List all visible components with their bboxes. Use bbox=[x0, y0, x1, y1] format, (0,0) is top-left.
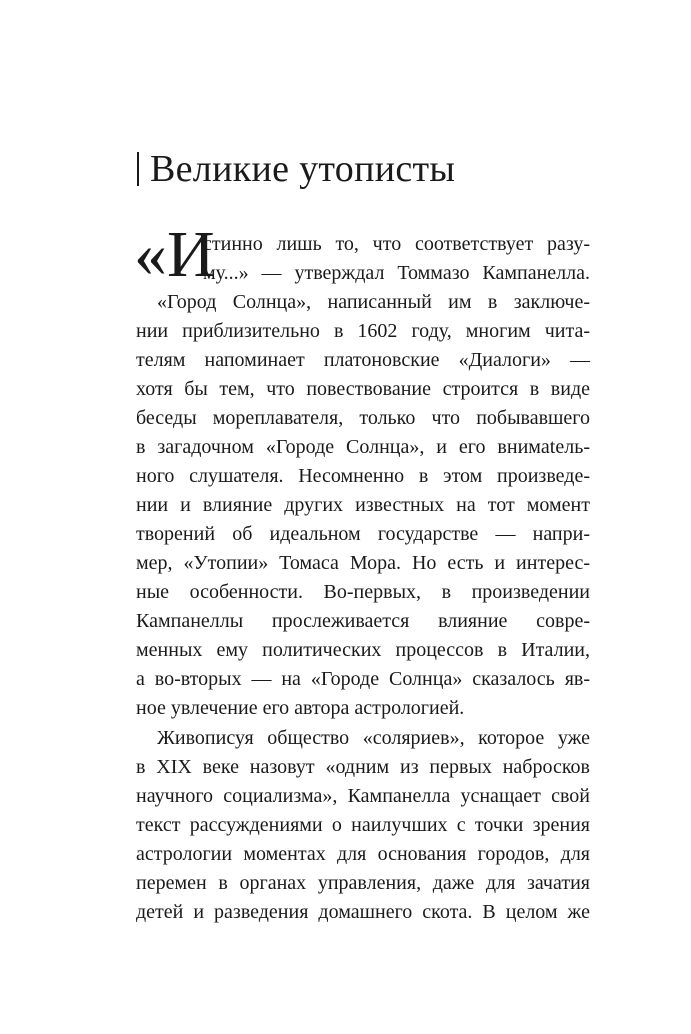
text-line: Кампанеллы прослеживается влияние совре- bbox=[136, 610, 590, 632]
text-line: в загадочном «Городе Солнца», и его внимatель- bbox=[136, 436, 590, 458]
text-line: перемен в органах управления, даже для зачатия bbox=[136, 872, 590, 894]
text-line: Живописуя общество «соляриев», которое уже bbox=[157, 727, 590, 749]
text-line: менных ему политических процессов в Италии, bbox=[136, 639, 590, 661]
text-line: нии и влияние других известных на тот момент bbox=[136, 494, 590, 516]
text-line: телям напоминает платоновские «Диалоги» — bbox=[136, 349, 590, 371]
text-line: стинно лишь то, что соответствует разу- bbox=[203, 233, 590, 255]
text-line: астрологии моментах для основания городов, для bbox=[136, 843, 590, 865]
chapter-title: Великие утописты bbox=[150, 148, 456, 190]
text-line: ного слушателя. Несомненно в этом произведе- bbox=[136, 465, 590, 487]
text-line: му...» — утверждал Томмазо Кампанелла. bbox=[203, 262, 590, 284]
text-line: беседы мореплавателя, только что побывавшего bbox=[136, 407, 590, 429]
text-line: текст рассуждениями о наилучших с точки зрения bbox=[136, 814, 590, 836]
drop-cap-lines bbox=[203, 230, 590, 288]
text-line: ные особенности. Во-первых, в произведении bbox=[136, 581, 590, 603]
text-line: хотя бы тем, что повествование строится в виде bbox=[136, 378, 590, 400]
text-line: творений об идеальном государстве — напри- bbox=[136, 523, 590, 545]
text-line: а во-вторых — на «Городе Солнца» сказалось яв- bbox=[136, 668, 590, 690]
drop-cap: «И bbox=[134, 218, 215, 291]
text-line: «Город Солнца», написанный им в заключе- bbox=[157, 291, 590, 313]
paragraph-2 bbox=[136, 724, 590, 927]
text-line: мер, «Утопии» Томаса Мора. Но есть и интерес- bbox=[136, 552, 590, 574]
text-line: в XIX веке назовут «одним из первых набросков bbox=[136, 756, 590, 778]
text-line: нии приблизительно в 1602 году, многим чита- bbox=[136, 320, 590, 342]
text-line: научного социализма», Кампанелла уснащает свой bbox=[136, 785, 590, 807]
text-line: детей и разведения домашнего скота. В целом же bbox=[136, 901, 590, 923]
heading-rule bbox=[137, 152, 139, 186]
text-line: ное увлечение его автора астрологией. bbox=[136, 697, 465, 719]
paragraph-1 bbox=[136, 288, 590, 723]
